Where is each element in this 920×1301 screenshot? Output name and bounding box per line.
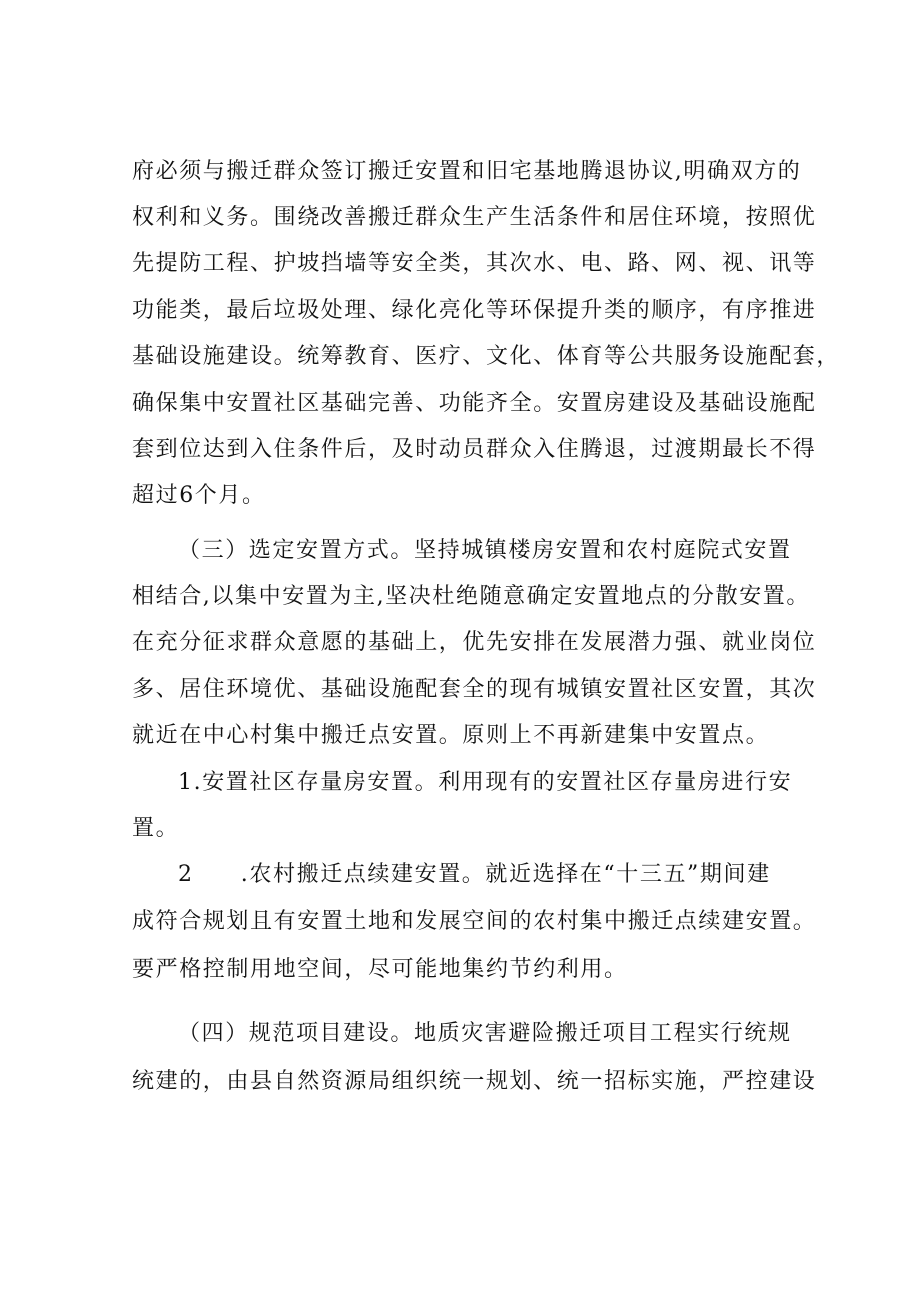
paragraph-2-line-3: 在充分征求群众意愿的基础上，优先安排在发展潜力强、就业岗位 [132, 630, 817, 655]
paragraph-2-line-5: 就近在中心村集中搬迁点安置。原则上不再新建集中安置点。 [132, 723, 770, 748]
paragraph-1-line-4: 功能类，最后垃圾处理、绿化亮化等环保提升类的顺序，有序推进 [132, 298, 817, 323]
paragraph-5-line-1: （四）规范项目建设。地质灾害避险搬迁项目工程实行统规 [178, 1021, 792, 1046]
paragraph-1-line-7: 套到位达到入住条件后，及时动员群众入住腾退，过渡期最长不得 [132, 437, 817, 462]
paragraph-2-line-2: 相结合,以集中安置为主,坚决杜绝随意确定安置地点的分散安置。 [132, 584, 810, 609]
paragraph-4-line-3: 要严格控制用地空间，尽可能地集约节约利用。 [132, 957, 628, 982]
paragraph-2-line-4: 多、居住环境优、基础设施配套全的现有城镇安置社区安置，其次 [132, 677, 817, 702]
paragraph-1-line-6: 确保集中安置社区基础完善、功能齐全。安置房建设及基础设施配 [132, 391, 817, 416]
paragraph-1-line-8: 超过6个月。 [132, 483, 266, 508]
paragraph-4-line-1: 2 .农村搬迁点续建安置。就近选择在“十三五”期间建 [178, 862, 771, 887]
paragraph-3-line-2: 置。 [132, 816, 180, 841]
paragraph-4-line-2: 成符合规划且有安置土地和发展空间的农村集中搬迁点续建安置。 [132, 909, 817, 934]
paragraph-5-line-2: 统建的，由县自然资源局组织统一规划、统一招标实施，严控建设 [132, 1069, 817, 1094]
paragraph-1-line-2: 权利和义务。围绕改善搬迁群众生产生活条件和居住环境，按照优 [132, 205, 817, 230]
paragraph-1-line-5: 基础设施建设。统筹教育、医疗、文化、体育等公共服务设施配套， [132, 344, 841, 369]
paragraph-1-line-3: 先提防工程、护坡挡墙等安全类，其次水、电、路、网、视、讯等 [132, 251, 817, 276]
paragraph-1-line-1: 府必须与搬迁群众签订搬迁安置和旧宅基地腾退协议,明确双方的 [132, 159, 802, 184]
paragraph-2-line-1: （三）选定安置方式。坚持城镇楼房安置和农村庭院式安置 [178, 538, 792, 563]
paragraph-3-line-1: 1.安置社区存量房安置。利用现有的安置社区存量房进行安 [178, 770, 793, 795]
